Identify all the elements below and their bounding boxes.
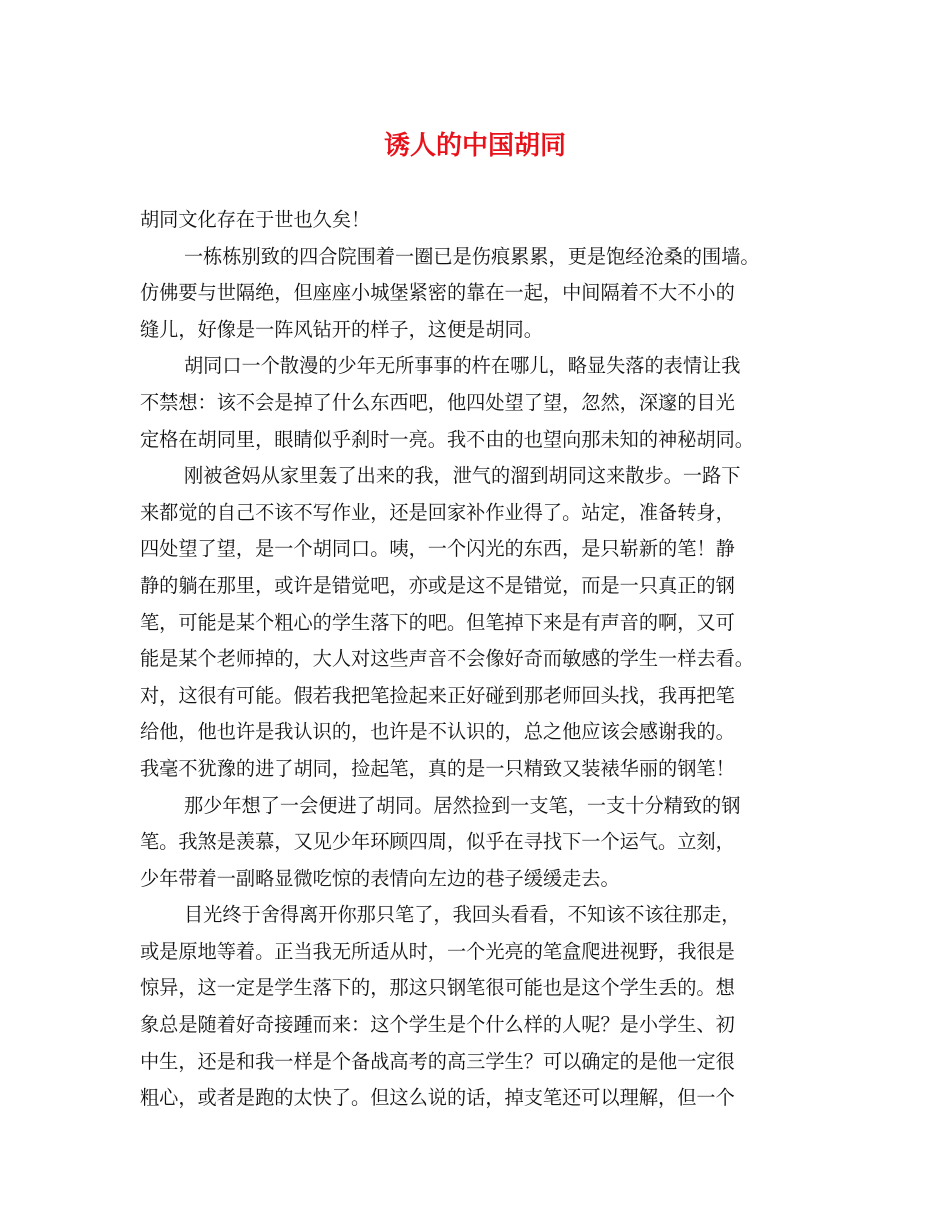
document-title: 诱人的中国胡同 xyxy=(383,131,566,161)
text-line: 仿佛要与世隔绝，但座座小城堡紧密的靠在一起，中间隔着不大不小的 xyxy=(140,281,735,305)
text-line: 刚被爸妈从家里轰了出来的我，泄气的溜到胡同这来散步。一路下 xyxy=(184,464,741,488)
text-line: 或是原地等着。正当我无所适从时，一个光亮的笔盒爬进视野，我很是 xyxy=(140,939,735,963)
text-line: 笔，可能是某个粗心的学生落下的吧。但笔掉下来是有声音的啊，又可 xyxy=(140,610,735,634)
text-line: 粗心，或者是跑的太快了。但这么说的话，掉支笔还可以理解，但一个 xyxy=(140,1086,735,1110)
text-line: 笔。我煞是羡慕，又见少年环顾四周，似乎在寻找下一个运气。立刻， xyxy=(140,830,735,854)
text-line: 中生，还是和我一样是个备战高考的高三学生？可以确定的是他一定很 xyxy=(140,1049,735,1073)
text-line: 一栋栋别致的四合院围着一圈已是伤痕累累，更是饱经沧桑的围墙。 xyxy=(184,244,760,268)
text-line: 定格在胡同里，眼睛似乎刹时一亮。我不由的也望向那未知的神秘胡同。 xyxy=(140,427,754,451)
text-line: 少年带着一副略显微吃惊的表情向左边的巷子缓缓走去。 xyxy=(140,866,620,890)
text-line: 胡同文化存在于世也久矣！ xyxy=(140,208,371,231)
text-line: 对，这很有可能。假若我把笔捡起来正好碰到那老师回头找，我再把笔 xyxy=(140,683,735,707)
text-line: 缝儿，好像是一阵风钻开的样子，这便是胡同。 xyxy=(140,317,543,341)
text-line: 静的躺在那里，或许是错觉吧，亦或是这不是错觉，而是一只真正的钢 xyxy=(140,573,735,597)
text-line: 目光终于舍得离开你那只笔了，我回头看看，不知该不该往那走， xyxy=(184,903,741,927)
document-body xyxy=(140,202,840,1117)
text-line: 能是某个老师掉的，大人对这些声音不会像好奇而敏感的学生一样去看。 xyxy=(140,647,754,671)
text-line: 惊异，这一定是学生落下的，那这只钢笔很可能也是这个学生丢的。想 xyxy=(140,976,735,1000)
text-line: 象总是随着好奇接踵而来：这个学生是个什么样的人呢？是小学生、初 xyxy=(140,1013,735,1037)
text-line: 来都觉的自己不该不写作业，还是回家补作业得了。站定，准备转身， xyxy=(140,500,735,524)
text-line: 四处望了望，是一个胡同口。咦，一个闪光的东西，是只崭新的笔！静 xyxy=(140,537,735,561)
text-line: 不禁想：该不会是掉了什么东西吧，他四处望了望，忽然，深邃的目光 xyxy=(140,390,735,414)
text-line: 胡同口一个散漫的少年无所事事的杵在哪儿，略显失落的表情让我 xyxy=(184,354,741,378)
text-line: 给他，他也许是我认识的，也许是不认识的，总之他应该会感谢我的。 xyxy=(140,720,735,744)
text-line: 那少年想了一会便进了胡同。居然捡到一支笔，一支十分精致的钢 xyxy=(184,793,741,817)
text-line: 我毫不犹豫的进了胡同，捡起笔，真的是一只精致又装裱华丽的钢笔！ xyxy=(140,756,735,780)
